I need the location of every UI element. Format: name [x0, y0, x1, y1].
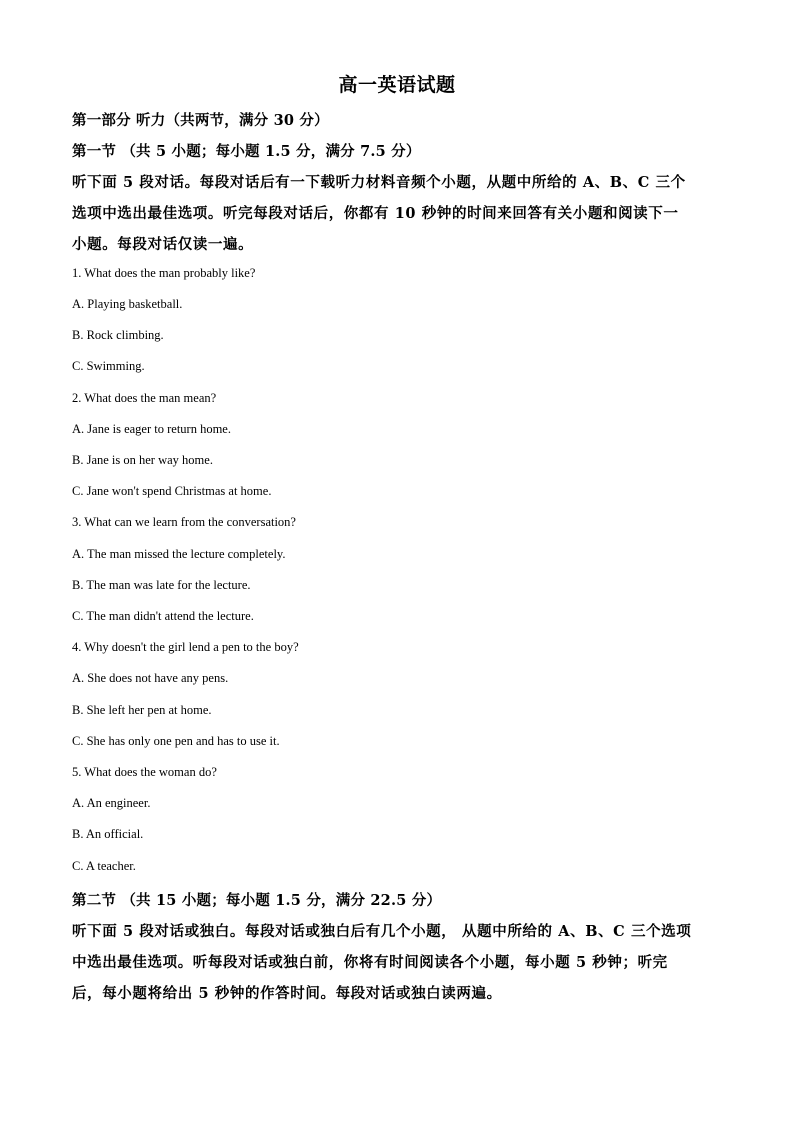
- section1-heading: 第一节 （共 5 小题；每小题 1.5 分，满分 7.5 分）: [72, 143, 421, 160]
- question-5-option-a: A. An engineer.: [72, 796, 151, 810]
- question-4-option-b: B. She left her pen at home.: [72, 703, 212, 717]
- section1-instruction-line: 选项中选出最佳选项。听完每段对话后，你都有 10 秒钟的时间来回答有关小题和阅读下一: [72, 205, 679, 222]
- question-3-option-a: A. The man missed the lecture completely.: [72, 547, 286, 561]
- question-5-option-b: B. An official.: [72, 827, 144, 841]
- question-1-option-c: C. Swimming.: [72, 359, 145, 373]
- section2-instruction-line: 中选出最佳选项。听每段对话或独白前，你将有时间阅读各个小题，每小题 5 秒钟；听完: [72, 954, 668, 971]
- section2-instruction-line: 听下面 5 段对话或独白。每段对话或独白后有几个小题， 从题中所给的 A、B、C 三个选项: [72, 923, 692, 940]
- question-4-option-a: A. She does not have any pens.: [72, 671, 229, 685]
- section2-instruction-line: 后，每小题将给出 5 秒钟的作答时间。每段对话或独白读两遍。: [72, 985, 502, 1002]
- section1-instruction-line: 小题。每段对话仅读一遍。: [72, 236, 254, 253]
- question-1: 1. What does the man probably like?: [72, 266, 256, 280]
- question-3-option-b: B. The man was late for the lecture.: [72, 578, 251, 592]
- question-5: 5. What does the woman do?: [72, 765, 217, 779]
- question-1-option-a: A. Playing basketball.: [72, 297, 183, 311]
- question-2-option-a: A. Jane is eager to return home.: [72, 422, 231, 436]
- part1-heading: 第一部分 听力（共两节，满分 30 分）: [72, 112, 329, 129]
- section1-instruction-line: 听下面 5 段对话。每段对话后有一下载听力材料音频个小题，从题中所给的 A、B、C 三个: [72, 174, 686, 191]
- question-3-option-c: C. The man didn't attend the lecture.: [72, 609, 254, 623]
- section2-heading: 第二节 （共 15 小题；每小题 1.5 分，满分 22.5 分）: [72, 892, 442, 909]
- question-2-option-b: B. Jane is on her way home.: [72, 453, 213, 467]
- question-1-option-b: B. Rock climbing.: [72, 328, 164, 342]
- question-5-option-c: C. A teacher.: [72, 859, 136, 873]
- question-4: 4. Why doesn't the girl lend a pen to the boy?: [72, 640, 299, 654]
- question-4-option-c: C. She has only one pen and has to use it.: [72, 734, 280, 748]
- question-3: 3. What can we learn from the conversation?: [72, 515, 296, 529]
- page-title: 高一英语试题: [338, 74, 456, 96]
- question-2-option-c: C. Jane won't spend Christmas at home.: [72, 484, 272, 498]
- question-2: 2. What does the man mean?: [72, 391, 217, 405]
